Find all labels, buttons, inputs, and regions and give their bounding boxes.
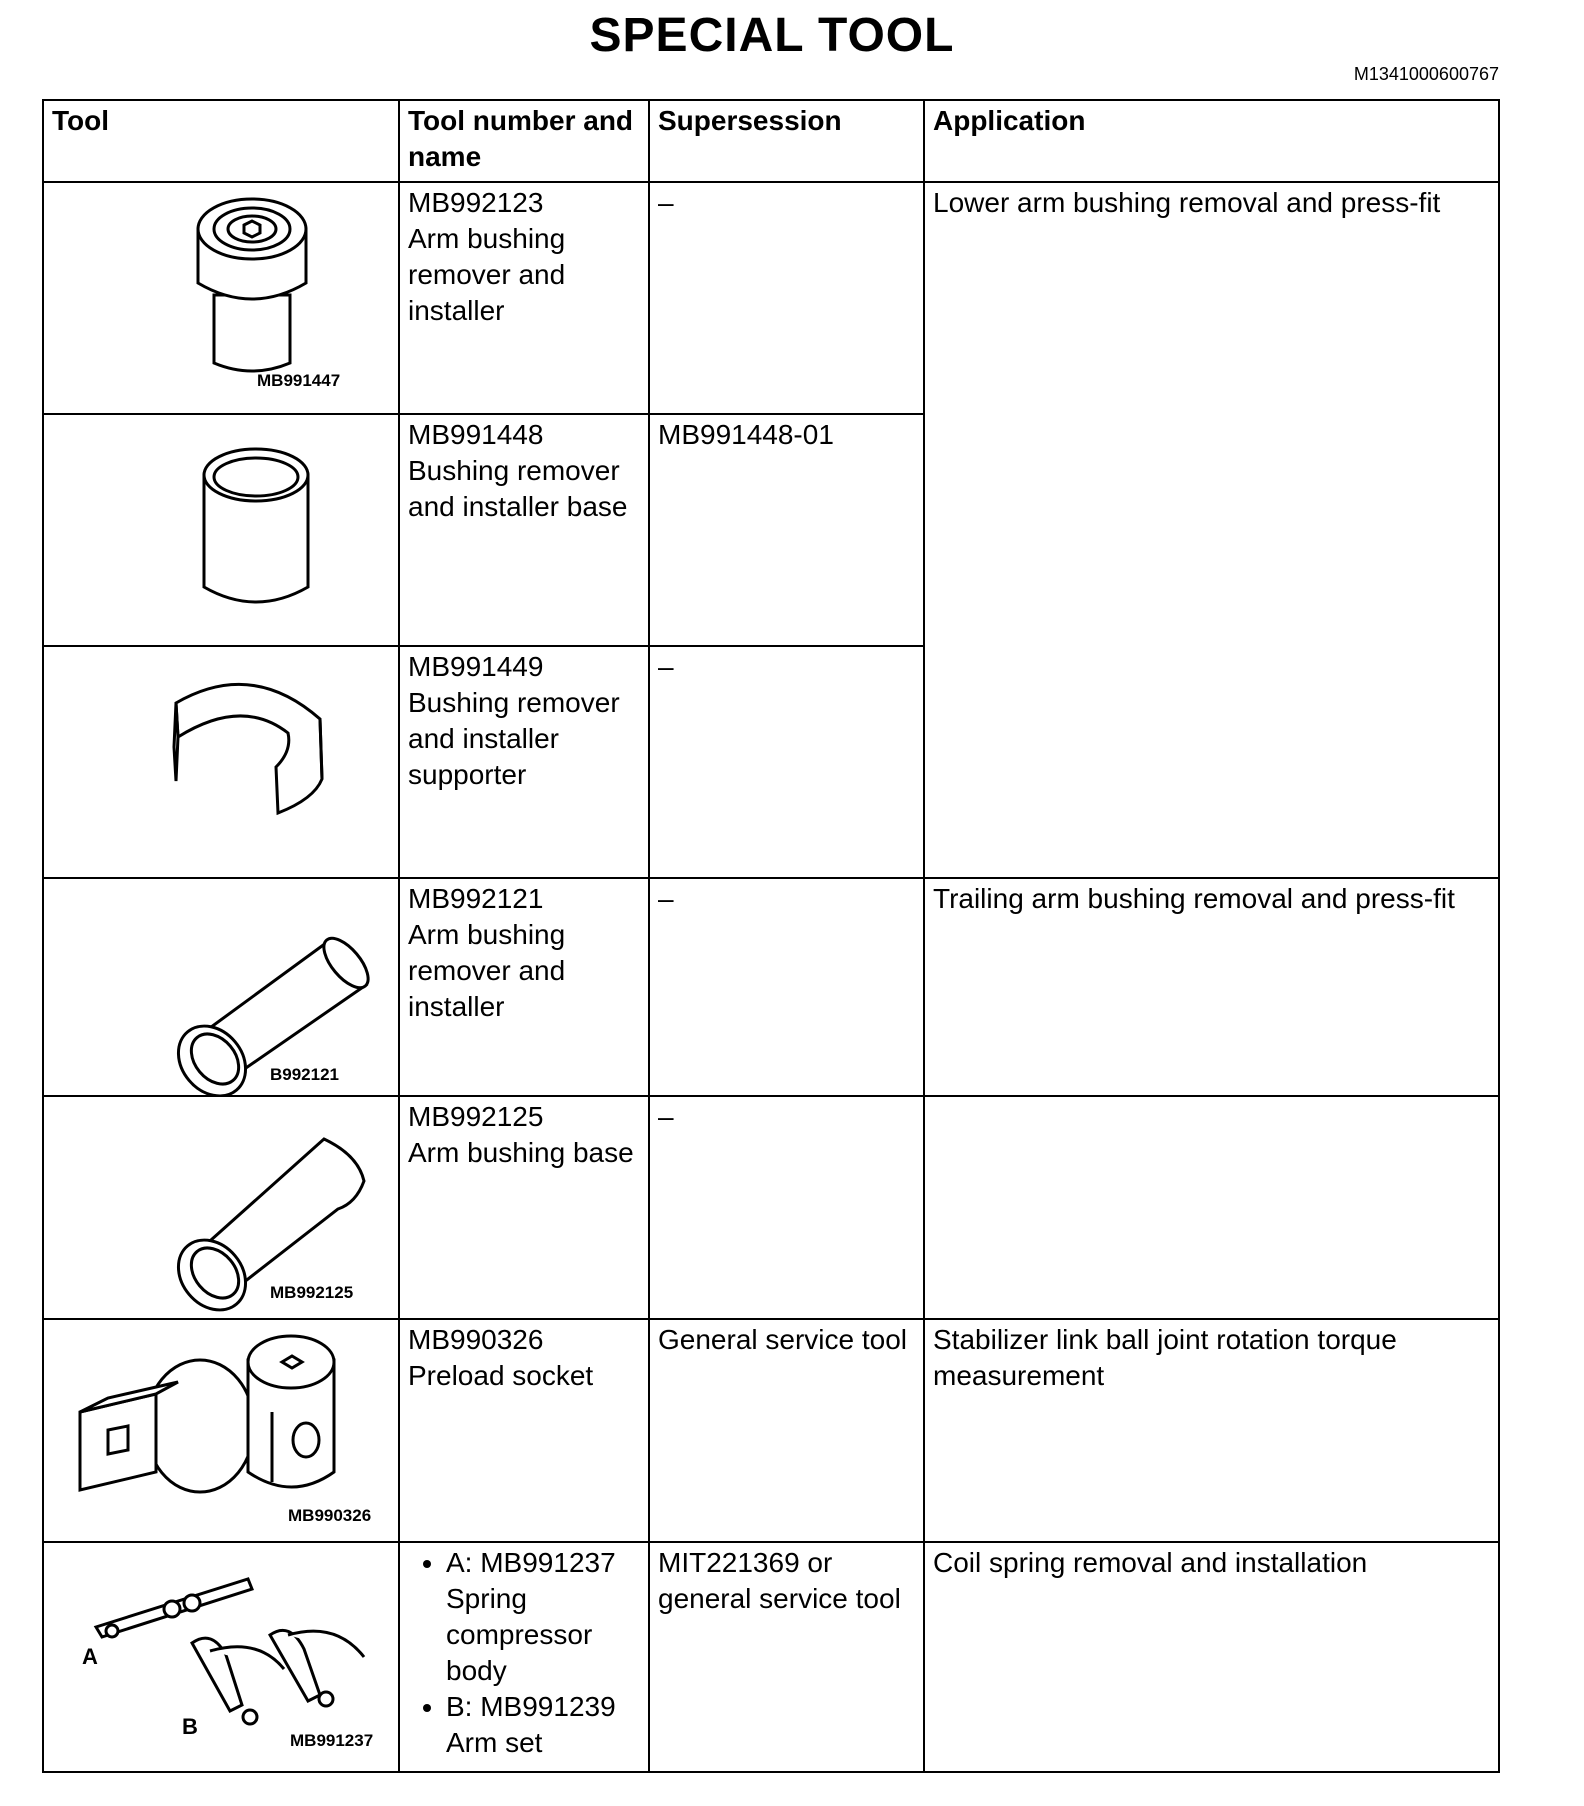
table-row (43, 182, 1499, 414)
application-cell (924, 1096, 1499, 1319)
tool-number-name-cell (399, 878, 649, 1096)
special-tool-table (42, 99, 1500, 1773)
tool-number-name-cell (399, 414, 649, 646)
application-cell: Trailing arm bushing removal and press-fit (924, 878, 1499, 1096)
supersession-cell: – (649, 646, 924, 878)
table-row (43, 1542, 1499, 1772)
illustration-letter-a: A (82, 1644, 98, 1669)
bushing-supporter-illustration (52, 649, 408, 877)
illustration-label: B992121 (270, 1065, 340, 1084)
illustration-label: MB992125 (270, 1283, 354, 1302)
tool-name: Preload socket (408, 1360, 594, 1391)
arm-bushing-base-illustration (52, 1099, 408, 1318)
header-tool: Tool (43, 100, 399, 182)
supersession-cell: MIT221369 or general service tool (649, 1542, 924, 1772)
supersession-cell: General service tool (649, 1319, 924, 1542)
illustration-label: MB991237 (290, 1731, 374, 1750)
parts-list (408, 1545, 640, 1761)
tool-number: MB992121 (408, 883, 544, 914)
supersession-cell: MB991448-01 (649, 414, 924, 646)
tool-illustration-cell (43, 1542, 399, 1772)
tool-number-name-cell (399, 1319, 649, 1542)
tool-number: MB992125 (408, 1101, 544, 1132)
tool-number: MB991449 (408, 651, 544, 682)
bushing-base-illustration (52, 417, 408, 645)
tool-number-name-cell (399, 1542, 649, 1772)
tool-name: Arm bushing base (408, 1137, 634, 1168)
supersession-cell: – (649, 1096, 924, 1319)
trailing-arm-bushing-tool-illustration (52, 881, 408, 1095)
table-header-row (43, 100, 1499, 182)
tool-name: Arm bushing remover and installer (408, 223, 566, 326)
header-supersession: Supersession (649, 100, 924, 182)
page-title: SPECIAL TOOL (589, 9, 955, 62)
table-row (43, 878, 1499, 1096)
tool-number-name-cell (399, 1096, 649, 1319)
application-cell: Stabilizer link ball joint rotation torque measurement (924, 1319, 1499, 1542)
tool-illustration-cell (43, 1096, 399, 1319)
supersession-cell: – (649, 878, 924, 1096)
document-code: M1341000600767 (1353, 64, 1499, 84)
table-row (43, 1096, 1499, 1319)
list-item: • B: MB991239 Arm set (446, 1689, 640, 1761)
tool-number: MB992123 (408, 187, 544, 218)
tool-number: MB991448 (408, 419, 544, 450)
tool-illustration-cell (43, 646, 399, 878)
tool-illustration-cell (43, 414, 399, 646)
tool-illustration-cell (43, 1319, 399, 1542)
illustration-label: MB991447 (257, 371, 341, 390)
tool-illustration-cell (43, 878, 399, 1096)
tool-number-name-cell (399, 646, 649, 878)
table-row (43, 1319, 1499, 1542)
tool-name: Bushing remover and installer base (408, 455, 628, 522)
tool-illustration-cell (43, 182, 399, 414)
tool-name: Bushing remover and installer supporter (408, 687, 620, 790)
bushing-remover-illustration (52, 185, 408, 413)
tool-name: Arm bushing remover and installer (408, 919, 566, 1022)
tool-number: MB990326 (408, 1324, 544, 1355)
supersession-cell: – (649, 182, 924, 414)
application-cell: Lower arm bushing removal and press-fit (924, 182, 1499, 878)
illustration-letter-b: B (182, 1714, 198, 1739)
header-application: Application (924, 100, 1499, 182)
list-item: • A: MB991237 Spring compressor body (446, 1545, 640, 1689)
illustration-label: MB990326 (288, 1506, 372, 1525)
tool-number-name-cell (399, 182, 649, 414)
header-tool-number-name: Tool number and name (399, 100, 649, 182)
application-cell: Coil spring removal and installation (924, 1542, 1499, 1772)
